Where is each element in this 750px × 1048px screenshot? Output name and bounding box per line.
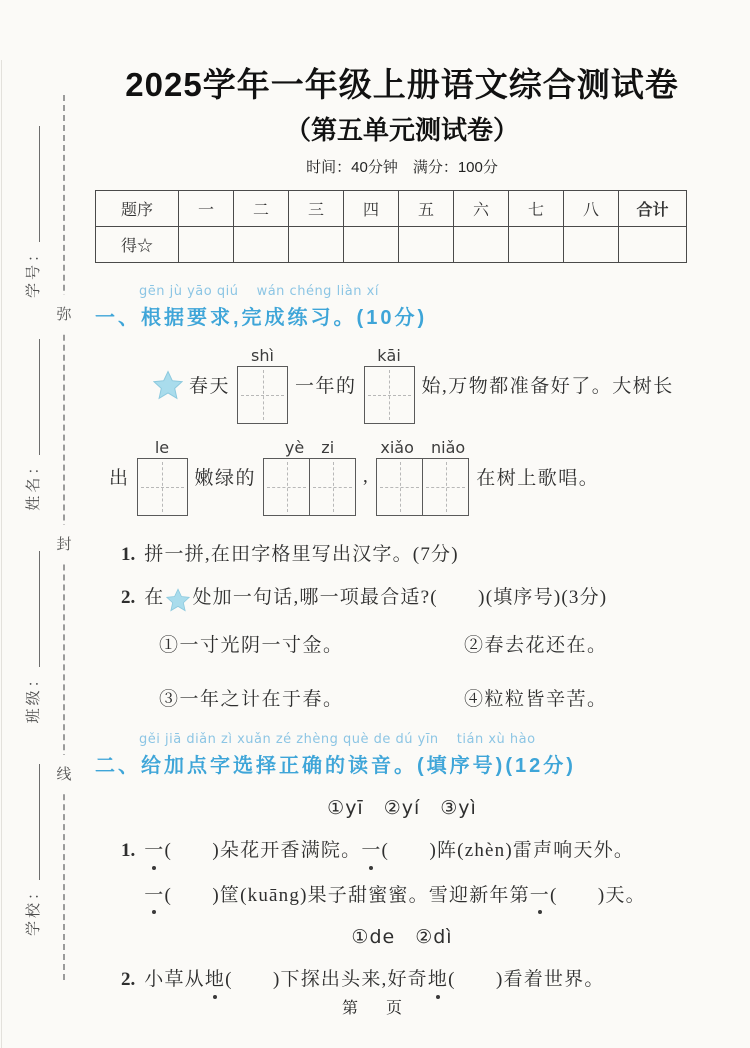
tian-zi-ge-cell [309, 459, 355, 515]
passage-text: 始,万物都准备好了。大树长 [421, 376, 674, 398]
score-cell-empty [344, 227, 399, 263]
student-field [22, 549, 43, 723]
student-field-label: 班级： [24, 669, 42, 724]
tian-zi-ge-box [137, 458, 188, 516]
question-number: 1. [121, 840, 136, 862]
question-text-part: ( )天。 [550, 884, 646, 906]
score-cell-empty [179, 227, 234, 263]
passage-text: 在树上歌唱。 [476, 468, 600, 490]
question-text-part: ( )阵(zhèn)雷声响天外。 [381, 840, 635, 862]
question-2-1-line-2 [121, 882, 709, 910]
question-2-2 [121, 966, 709, 994]
score-table-header-cell: 一 [179, 191, 234, 227]
score-cell-empty [564, 227, 619, 263]
score-table-row-label: 题序 [96, 191, 179, 227]
student-field-blank [39, 126, 40, 242]
dotted-character: 一 [530, 882, 550, 910]
question-1-1 [121, 541, 709, 569]
question-number: 2. [121, 969, 136, 991]
exam-meta: 时间：40分钟 满分：100分 [306, 159, 498, 177]
tian-zi-ge-box [376, 458, 469, 516]
star-icon-wrap [153, 370, 183, 400]
passage-line [109, 437, 709, 516]
option-item: ②春去花还在。 [464, 635, 608, 657]
paper-content [95, 64, 709, 994]
tian-zi-ge-cell [365, 367, 414, 423]
passage-line [153, 345, 709, 424]
student-field-label: 学校： [24, 881, 42, 936]
dotted-character: 一 [144, 882, 164, 910]
star-icon-slot [166, 588, 190, 612]
question-text-post: 处加一句话,哪一项最合适?( )(填序号)(3分) [192, 586, 608, 608]
score-cell-empty [289, 227, 344, 263]
passage-text: 春天 [189, 376, 231, 398]
page-edge-line [1, 60, 2, 1048]
page-title: 2025学年一年级上册语文综合测试卷 [125, 66, 679, 103]
score-table-header-cell: 八 [564, 191, 619, 227]
student-field-blank [39, 551, 40, 667]
box-pinyin: yè zi [284, 438, 335, 458]
tian-zi-ge-cell [138, 459, 187, 515]
box-pinyin: le [154, 438, 170, 458]
score-table-header-cell: 二 [234, 191, 289, 227]
score-table-header-cell: 四 [344, 191, 399, 227]
score-table-header-cell: 合计 [619, 191, 687, 227]
writing-box-group [137, 437, 188, 516]
section-1-title: 一、根据要求,完成练习。(10分) [95, 307, 428, 330]
student-info-fields [17, 124, 47, 936]
student-field-blank [39, 764, 40, 880]
student-field-blank [39, 339, 40, 455]
page-footer: 第 页 [341, 1000, 408, 1017]
score-table [95, 190, 687, 263]
question-text-part: ( )下探出头来,好奇 [225, 969, 428, 991]
question-text-part: ( )筐(kuāng)果子甜蜜蜜。雪迎新年第 [164, 884, 530, 906]
section-2-header [95, 728, 709, 778]
student-field-label: 姓名： [24, 456, 42, 511]
tian-zi-ge-cell [377, 459, 422, 515]
question-text-part: 小草从 [144, 969, 205, 991]
tian-zi-ge-cell [264, 459, 309, 515]
score-cell-empty [234, 227, 289, 263]
section-1-header [95, 280, 709, 330]
section-2-pinyin: gěi jiā diǎn zì xuǎn zé zhèng què de dú yīn tián xù hào [139, 732, 536, 748]
star-icon [153, 370, 183, 400]
student-field [22, 762, 43, 936]
question-text [144, 837, 634, 865]
question-text: 拼一拼,在田字格里写出汉字。(7分) [144, 544, 459, 566]
score-cell-empty [619, 227, 687, 263]
option-item: ①一寸光阴一寸金。 [159, 635, 344, 657]
question-1-2-options [159, 630, 709, 711]
section-1-pinyin: gēn jù yāo qiú wán chéng liàn xí [139, 284, 379, 300]
writing-box-group [237, 345, 288, 424]
tone-options: ①yī ②yí ③yì [327, 797, 477, 820]
tian-zi-ge-cell [238, 367, 287, 423]
page-subtitle: （第五单元测试卷） [284, 115, 519, 146]
writing-box-group [364, 345, 415, 424]
box-pinyin: xiǎo niǎo [380, 438, 466, 458]
student-field [22, 337, 43, 511]
score-table-header-cell: 六 [454, 191, 509, 227]
question-1-2 [121, 584, 709, 612]
passage-text: 一年的 [295, 376, 357, 398]
tian-zi-ge-cell [422, 459, 468, 515]
score-table-header-cell: 七 [509, 191, 564, 227]
dotted-character: 一 [361, 837, 381, 865]
question-number: 2. [121, 586, 136, 608]
question-2-1-line-1 [121, 837, 709, 865]
writing-box-group [376, 437, 469, 516]
question-text [144, 882, 646, 910]
score-table-header-cell: 五 [399, 191, 454, 227]
writing-box-group [263, 437, 356, 516]
seal-char-2: 封 [55, 525, 73, 562]
tian-zi-ge-box [263, 458, 356, 516]
seal-char-1: 弥 [55, 295, 73, 332]
passage-text: 出 [109, 468, 130, 490]
dotted-character: 地 [428, 966, 448, 994]
question-text-part: ( )看着世界。 [448, 969, 605, 991]
seal-char-3: 线 [55, 755, 73, 792]
star-icon [166, 588, 190, 612]
score-row-label: 得☆ [96, 227, 179, 263]
option-item: ④粒粒皆辛苦。 [464, 689, 608, 711]
tian-zi-ge-box [364, 366, 415, 424]
tian-zi-ge-box [237, 366, 288, 424]
score-cell-empty [454, 227, 509, 263]
de-di-options: ①de ②dì [351, 926, 453, 949]
question-text [144, 966, 604, 994]
score-table-header-cell: 三 [289, 191, 344, 227]
student-field-label: 学号： [24, 244, 42, 299]
passage-text: , [363, 465, 370, 487]
score-cell-empty [399, 227, 454, 263]
section-2-title: 二、给加点字选择正确的读音。(填序号)(12分) [95, 755, 576, 778]
passage-text: 嫩绿的 [194, 468, 257, 490]
box-pinyin: kāi [377, 346, 401, 366]
option-item: ③一年之计在于春。 [159, 689, 344, 711]
question-text-part: ( )朵花开香满院。 [164, 840, 362, 862]
score-cell-empty [509, 227, 564, 263]
passage [95, 345, 709, 516]
dotted-character: 一 [144, 837, 164, 865]
question-number: 1. [121, 544, 136, 566]
dotted-character: 地 [205, 966, 225, 994]
box-pinyin: shì [251, 346, 274, 366]
question-text-pre: 在 [144, 586, 165, 608]
student-field [22, 124, 43, 298]
